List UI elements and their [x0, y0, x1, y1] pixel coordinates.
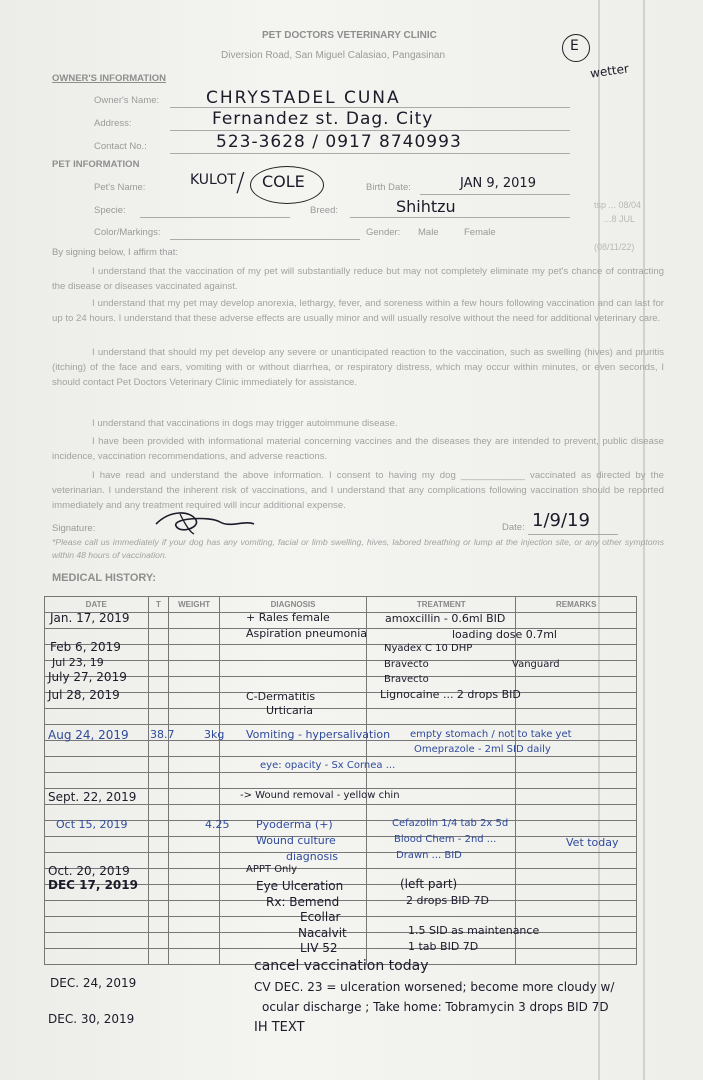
table-row [45, 901, 637, 917]
entry-date: July 27, 2019 [48, 670, 127, 684]
entry-diagnosis: + Rales female [246, 611, 330, 624]
pet-name-value-1: KULOT [190, 172, 236, 188]
entry-diagnosis: -> Wound removal - yellow chin [240, 790, 400, 801]
table-cell [148, 757, 169, 773]
table-cell [219, 645, 366, 661]
entry-date: Aug 24, 2019 [48, 728, 129, 742]
table-cell [219, 741, 366, 757]
entry-diagnosis: Vomiting - hypersalivation [246, 728, 391, 741]
entry-treatment: Bravecto [384, 674, 429, 685]
table-cell [367, 773, 516, 789]
entry-treatment: Nyadex C 10 DHP [384, 643, 473, 654]
col-treatment: TREATMENT [367, 597, 516, 613]
entry-diagnosis: LIV 52 [300, 941, 338, 955]
table-row [45, 805, 637, 821]
table-cell [169, 757, 220, 773]
contact-label: Contact No.: [94, 141, 147, 152]
date-label: Date: [502, 522, 525, 533]
table-cell [169, 677, 220, 693]
table-cell [516, 853, 637, 869]
contact-line [170, 153, 570, 154]
table-cell [148, 645, 169, 661]
entry-diagnosis: Wound culture [256, 834, 336, 847]
entry-diagnosis: eye: opacity - Sx Cornea ... [260, 760, 396, 771]
entry-treatment: 1.5 SID as maintenance [408, 924, 540, 937]
table-cell [169, 885, 220, 901]
consent-paragraph-2: I understand that my pet may develop anorexia, lethargy, fever, and soreness within a few hours following vaccination and can last for up to 24 hours. I understand that these adverse effects are usually minor and will usually resolve without the need for additional veterinary care. [52, 298, 664, 325]
table-cell [45, 837, 149, 853]
table-cell [169, 629, 220, 645]
table-cell [45, 949, 149, 965]
entry-treatment: empty stomach / not to take yet [410, 729, 572, 740]
table-cell [148, 869, 169, 885]
clinic-name: PET DOCTORS VETERINARY CLINIC [262, 30, 437, 41]
entry-treatment: 1 tab BID 7D [408, 940, 479, 953]
table-cell [516, 789, 637, 805]
entry-date: Sept. 22, 2019 [48, 790, 137, 804]
table-cell [169, 741, 220, 757]
table-cell [148, 885, 169, 901]
birthdate-line [420, 194, 570, 195]
address-value: Fernandez st. Dag. City [212, 109, 434, 129]
entry-date: Jul 28, 2019 [48, 688, 120, 702]
table-cell [148, 613, 169, 629]
table-cell [45, 933, 149, 949]
consent-intro: By signing below, I affirm that: [52, 247, 179, 258]
contact-value: 523-3628 / 0917 8740993 [216, 132, 462, 152]
entry-weight: 4.25 [205, 818, 230, 831]
table-row [45, 821, 637, 837]
table-row [45, 709, 637, 725]
table-cell [45, 741, 149, 757]
table-cell [169, 901, 220, 917]
pet-name-label: Pet's Name: [94, 182, 146, 193]
table-cell [148, 805, 169, 821]
address-label: Address: [94, 118, 132, 129]
species-label: Specie: [94, 205, 126, 216]
table-cell [45, 709, 149, 725]
consent-paragraph-3: I understand that should my pet develop any severe or unanticipated reaction to the vaccination, such as swelling (hives) and pruritis (itching) of the face and ears, vomiting with or without diarrhea, or respiratory distress, which may occur within minutes, or even seconds, I should contact Pet Doctors Veterinary Clinic immediately for assistance. [52, 347, 664, 389]
table-row [45, 677, 637, 693]
pet-name-value-2: COLE [262, 172, 305, 191]
table-cell [45, 773, 149, 789]
entry-diagnosis: C-Dermatitis [246, 690, 316, 703]
col-weight: WEIGHT [169, 597, 220, 613]
entry-diagnosis: Nacalvit [298, 926, 347, 940]
medical-history-table [44, 596, 637, 965]
table-cell [148, 933, 169, 949]
date-line [528, 534, 618, 535]
color-line [170, 239, 360, 240]
bottom-note-2a: CV DEC. 23 = ulceration worsened; become more cloudy w/ [254, 980, 615, 994]
entry-diagnosis: diagnosis [286, 850, 338, 863]
bottom-note-1: cancel vaccination today [254, 958, 429, 974]
entry-diagnosis: Aspiration pneumonia [246, 627, 368, 640]
entry-treatment: amoxcillin - 0.6ml BID [385, 612, 506, 625]
table-cell [169, 661, 220, 677]
entry-date: Oct 15, 2019 [56, 818, 128, 831]
col-temp: T [148, 597, 169, 613]
entry-treatment: Bravecto [384, 659, 429, 670]
table-cell [169, 709, 220, 725]
table-cell [45, 917, 149, 933]
pet-name-slash: / [236, 168, 245, 198]
breed-label: Breed: [310, 205, 338, 216]
table-cell [516, 693, 637, 709]
table-cell [516, 821, 637, 837]
corner-mark: E [570, 38, 579, 54]
birthdate-value: JAN 9, 2019 [460, 176, 536, 191]
col-remarks: REMARKS [516, 597, 637, 613]
address-line [170, 130, 570, 131]
table-cell [169, 837, 220, 853]
table-cell [516, 885, 637, 901]
table-cell [516, 613, 637, 629]
table-cell [516, 757, 637, 773]
table-cell [367, 709, 516, 725]
entry-treatment: loading dose 0.7ml [452, 628, 557, 641]
entry-date: Oct. 20, 2019 [48, 864, 130, 878]
table-cell [219, 773, 366, 789]
entry-diagnosis: Urticaria [266, 704, 314, 717]
consent-paragraph-6: I have read and understand the above information. I consent to having my dog ____________ vaccinated as directed by the veterinarian. I understand the inherent risk of vaccinations, and I understand that any complications following vaccination should be reported immediately and any treatment required will incur additional expense. [52, 470, 664, 512]
table-cell [45, 901, 149, 917]
table-cell [516, 901, 637, 917]
table-cell [516, 677, 637, 693]
table-cell [516, 805, 637, 821]
table-cell [169, 613, 220, 629]
table-cell [169, 917, 220, 933]
date-value: 1/9/19 [532, 510, 590, 531]
entry-treatment: Omeprazole - 2ml SID daily [414, 744, 551, 755]
entry-remarks: Vet today [566, 836, 619, 849]
side-note-3: (08/11/22) [594, 242, 635, 252]
col-diagnosis: DIAGNOSIS [219, 597, 366, 613]
entry-weight: 3kg [204, 728, 225, 741]
owner-name-label: Owner's Name: [94, 95, 160, 106]
entry-diagnosis: Rx: Bemend [266, 895, 340, 909]
medical-history-title: MEDICAL HISTORY: [52, 572, 157, 584]
corner-note: wetter [589, 61, 630, 81]
table-cell [516, 869, 637, 885]
table-row [45, 853, 637, 869]
gender-label: Gender: [366, 227, 401, 238]
table-cell [148, 773, 169, 789]
entry-treatment: Drawn ... BID [396, 850, 462, 861]
table-cell [219, 661, 366, 677]
table-cell [169, 933, 220, 949]
entry-treatment: Lignocaine ... 2 drops BID [380, 688, 521, 701]
breed-line [350, 217, 570, 218]
table-cell [169, 949, 220, 965]
table-cell [148, 661, 169, 677]
table-cell [148, 709, 169, 725]
table-cell [45, 757, 149, 773]
owner-section-title: OWNER'S INFORMATION [52, 73, 166, 84]
pet-section-title: PET INFORMATION [52, 159, 140, 170]
color-label: Color/Markings: [94, 227, 161, 238]
table-cell [148, 917, 169, 933]
entry-diagnosis: Pyoderma (+) [256, 818, 333, 831]
table-cell [169, 789, 220, 805]
entry-treatment: Cefazolin 1/4 tab 2x 5d [392, 818, 509, 829]
table-row [45, 773, 637, 789]
table-cell [148, 789, 169, 805]
table-cell [148, 677, 169, 693]
gender-female: Female [464, 227, 496, 238]
table-row [45, 837, 637, 853]
species-line [140, 217, 290, 218]
table-cell [169, 645, 220, 661]
birthdate-label: Birth Date: [366, 182, 411, 193]
table-cell [516, 949, 637, 965]
consent-paragraph-4: I understand that vaccinations in dogs may trigger autoimmune disease. [92, 418, 398, 429]
col-date: DATE [45, 597, 149, 613]
signature-label: Signature: [52, 523, 96, 534]
entry-date: Jul 23, 19 [52, 656, 104, 669]
table-cell [148, 901, 169, 917]
consent-note: *Please call us immediately if your dog has any vomiting, facial or limb swelling, hives, labored breathing or lump at the injection site, or any other symptoms within 48 hours of vaccination. [52, 537, 664, 560]
entry-diagnosis: APPT Only [246, 864, 298, 875]
side-note-2: ...8 JUL [604, 214, 636, 224]
entry-diagnosis: Eye Ulceration [256, 879, 344, 893]
entry-diagnosis: Ecollar [300, 910, 341, 924]
entry-date: Feb 6, 2019 [50, 640, 121, 654]
entry-treatment: (left part) [400, 877, 458, 891]
table-cell [148, 837, 169, 853]
bottom-date-2: DEC. 30, 2019 [48, 1012, 135, 1026]
clinic-address: Diversion Road, San Miguel Calasiao, Pangasinan [221, 50, 446, 61]
signature-mark [150, 506, 260, 538]
entry-temp: 38.7 [150, 728, 175, 741]
entry-date: DEC 17, 2019 [48, 878, 138, 892]
breed-value: Shihtzu [396, 197, 456, 216]
table-cell [148, 821, 169, 837]
bottom-note-3: IH TEXT [254, 1020, 305, 1035]
table-cell [516, 709, 637, 725]
table-cell [148, 949, 169, 965]
table-cell [148, 853, 169, 869]
consent-paragraph-5: I have been provided with informational material concerning vaccines and the diseases they are intended to prevent, public disease incidence, vaccination recommendations, and adverse reactions. [52, 436, 664, 463]
bottom-date-1: DEC. 24, 2019 [50, 976, 137, 990]
table-row [45, 693, 637, 709]
entry-date: Jan. 17, 2019 [50, 611, 130, 625]
side-note-1: tsp ... 08/04 [594, 200, 642, 210]
table-cell [169, 869, 220, 885]
table-cell [169, 853, 220, 869]
entry-remarks: Vanguard [512, 659, 560, 670]
table-cell [148, 741, 169, 757]
table-cell [148, 693, 169, 709]
gender-male: Male [418, 227, 439, 238]
table-cell [148, 629, 169, 645]
bottom-note-2b: ocular discharge ; Take home: Tobramycin 3 drops BID 7D [262, 1000, 609, 1014]
table-cell [169, 773, 220, 789]
entry-treatment: Blood Chem - 2nd ... [394, 834, 497, 845]
owner-name-value: CHRYSTADEL CUNA [206, 88, 401, 108]
table-cell [516, 773, 637, 789]
table-cell [169, 693, 220, 709]
entry-treatment: 2 drops BID 7D [406, 894, 489, 907]
consent-paragraph-1: I understand that the vaccination of my pet will substantially reduce but may not completely eliminate my pet's chance of contracting the disease or diseases vaccinated against. [52, 266, 664, 293]
